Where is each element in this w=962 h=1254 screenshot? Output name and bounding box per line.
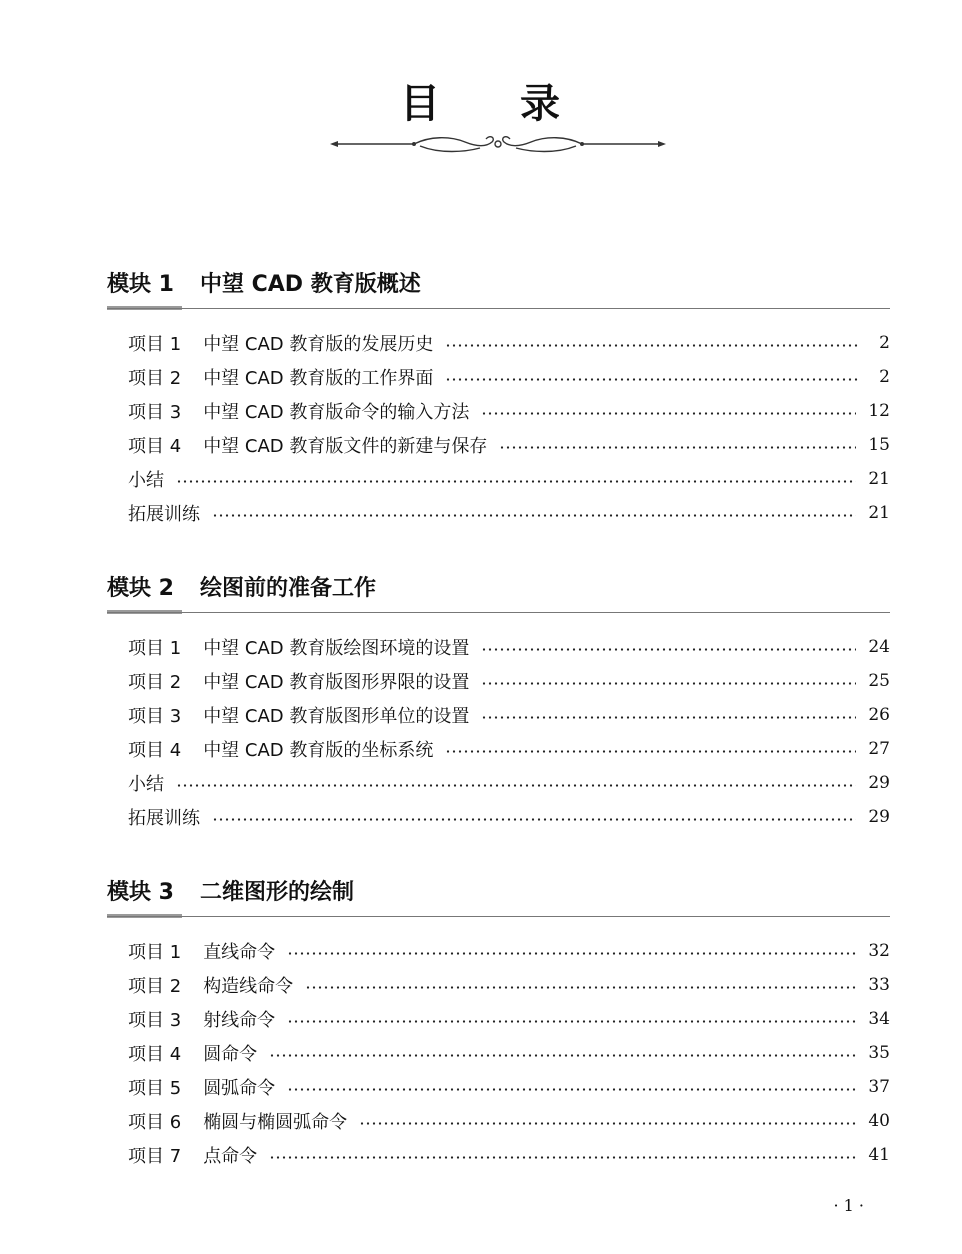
dot-leader bbox=[269, 1156, 856, 1159]
entry-page: 21 bbox=[868, 503, 890, 523]
entry-page: 27 bbox=[868, 739, 890, 759]
module-section bbox=[107, 562, 890, 834]
entry-title: 中望 CAD 教育版文件的新建与保存 bbox=[203, 436, 488, 457]
entry-title: 直线命令 bbox=[203, 942, 276, 963]
toc-entry[interactable] bbox=[107, 800, 890, 834]
module-rule bbox=[107, 306, 890, 312]
entry-label: 项目 3 bbox=[128, 1010, 182, 1031]
entry-label: 项目 2 bbox=[128, 976, 182, 997]
toc-entry[interactable] bbox=[107, 326, 890, 360]
toc-entries bbox=[107, 326, 890, 530]
entry-label: 项目 4 bbox=[128, 740, 182, 761]
entry-title: 构造线命令 bbox=[203, 976, 294, 997]
module-number: 模块 3 bbox=[107, 880, 174, 905]
module-title: 绘图前的准备工作 bbox=[199, 576, 376, 601]
toc-entry[interactable] bbox=[107, 732, 890, 766]
dot-leader bbox=[481, 412, 856, 415]
entry-label: 项目 6 bbox=[128, 1112, 182, 1133]
toc-entry[interactable] bbox=[107, 698, 890, 732]
entry-page: 35 bbox=[868, 1043, 890, 1063]
dot-leader bbox=[481, 682, 856, 685]
module-heading bbox=[107, 258, 890, 306]
entry-title: 中望 CAD 教育版的坐标系统 bbox=[203, 740, 434, 761]
entry-label: 项目 1 bbox=[128, 942, 182, 963]
entry-title: 点命令 bbox=[203, 1146, 258, 1167]
entry-page: 24 bbox=[868, 637, 890, 657]
entry-page: 26 bbox=[868, 705, 890, 725]
entry-page: 33 bbox=[868, 975, 890, 995]
entry-label: 项目 1 bbox=[128, 638, 182, 659]
module-section bbox=[107, 258, 890, 530]
entry-page: 2 bbox=[879, 333, 890, 353]
entry-page: 34 bbox=[868, 1009, 890, 1029]
dot-leader bbox=[212, 818, 856, 821]
entry-title: 中望 CAD 教育版命令的输入方法 bbox=[203, 402, 470, 423]
entry-title: 中望 CAD 教育版图形界限的设置 bbox=[203, 672, 470, 693]
module-number: 模块 1 bbox=[107, 272, 174, 297]
toc-entry[interactable] bbox=[107, 428, 890, 462]
entry-label: 项目 2 bbox=[128, 672, 182, 693]
toc-entry[interactable] bbox=[107, 1002, 890, 1036]
entry-title: 中望 CAD 教育版图形单位的设置 bbox=[203, 706, 470, 727]
entry-page: 29 bbox=[868, 773, 890, 793]
dot-leader bbox=[269, 1054, 856, 1057]
toc-entry[interactable] bbox=[107, 1036, 890, 1070]
entry-title: 椭圆与椭圆弧命令 bbox=[203, 1112, 348, 1133]
entry-page: 29 bbox=[868, 807, 890, 827]
dot-leader bbox=[305, 986, 856, 989]
entry-label: 项目 4 bbox=[128, 436, 182, 457]
entry-title: 圆弧命令 bbox=[203, 1078, 276, 1099]
entry-page: 41 bbox=[868, 1145, 890, 1165]
dot-leader bbox=[287, 952, 856, 955]
page-number: · 1 · bbox=[833, 1196, 864, 1215]
dot-leader bbox=[212, 514, 856, 517]
dot-leader bbox=[359, 1122, 856, 1125]
page-title-char: 录 bbox=[520, 81, 562, 127]
entry-label: 项目 3 bbox=[128, 402, 182, 423]
toc-entry[interactable] bbox=[107, 664, 890, 698]
toc-entry[interactable] bbox=[107, 360, 890, 394]
entry-label: 拓展训练 bbox=[128, 504, 200, 525]
toc-entry[interactable] bbox=[107, 1138, 890, 1172]
entry-label: 项目 3 bbox=[128, 706, 182, 727]
entry-page: 32 bbox=[868, 941, 890, 961]
page-title-char: 目 bbox=[400, 81, 442, 127]
page-title bbox=[0, 72, 962, 129]
toc-entries bbox=[107, 934, 890, 1172]
entry-page: 12 bbox=[868, 401, 890, 421]
toc-entry[interactable] bbox=[107, 496, 890, 530]
entry-title: 中望 CAD 教育版绘图环境的设置 bbox=[203, 638, 470, 659]
entry-label: 小结 bbox=[128, 774, 164, 795]
toc-entry[interactable] bbox=[107, 934, 890, 968]
toc-entry[interactable] bbox=[107, 462, 890, 496]
dot-leader bbox=[287, 1088, 856, 1091]
module-title: 中望 CAD 教育版概述 bbox=[199, 272, 421, 297]
module-heading bbox=[107, 866, 890, 914]
module-rule bbox=[107, 914, 890, 920]
module-number: 模块 2 bbox=[107, 576, 174, 601]
dot-leader bbox=[445, 750, 856, 753]
dot-leader bbox=[287, 1020, 856, 1023]
entry-page: 25 bbox=[868, 671, 890, 691]
dot-leader bbox=[176, 480, 856, 483]
entry-label: 项目 7 bbox=[128, 1146, 182, 1167]
dot-leader bbox=[499, 446, 856, 449]
entry-title: 中望 CAD 教育版的工作界面 bbox=[203, 368, 434, 389]
entry-page: 37 bbox=[868, 1077, 890, 1097]
dot-leader bbox=[481, 648, 856, 651]
entry-page: 2 bbox=[879, 367, 890, 387]
entry-label: 项目 1 bbox=[128, 334, 182, 355]
entry-label: 小结 bbox=[128, 470, 164, 491]
entry-title: 圆命令 bbox=[203, 1044, 258, 1065]
dot-leader bbox=[445, 344, 860, 347]
module-heading bbox=[107, 562, 890, 610]
dot-leader bbox=[176, 784, 856, 787]
entry-title: 射线命令 bbox=[203, 1010, 276, 1031]
entry-page: 15 bbox=[868, 435, 890, 455]
entry-page: 21 bbox=[868, 469, 890, 489]
module-section bbox=[107, 866, 890, 1172]
entry-label: 拓展训练 bbox=[128, 808, 200, 829]
dot-leader bbox=[481, 716, 856, 719]
entry-label: 项目 2 bbox=[128, 368, 182, 389]
toc-entry[interactable] bbox=[107, 1104, 890, 1138]
toc-entry[interactable] bbox=[107, 766, 890, 800]
entry-page: 40 bbox=[868, 1111, 890, 1131]
module-title: 二维图形的绘制 bbox=[199, 880, 354, 905]
entry-title: 中望 CAD 教育版的发展历史 bbox=[203, 334, 434, 355]
toc-entry[interactable] bbox=[107, 968, 890, 1002]
module-rule bbox=[107, 610, 890, 616]
dot-leader bbox=[445, 378, 860, 381]
toc-entries bbox=[107, 630, 890, 834]
toc-entry[interactable] bbox=[107, 630, 890, 664]
entry-label: 项目 4 bbox=[128, 1044, 182, 1065]
title-ornament bbox=[330, 130, 666, 160]
toc-entry[interactable] bbox=[107, 1070, 890, 1104]
entry-label: 项目 5 bbox=[128, 1078, 182, 1099]
toc-entry[interactable] bbox=[107, 394, 890, 428]
